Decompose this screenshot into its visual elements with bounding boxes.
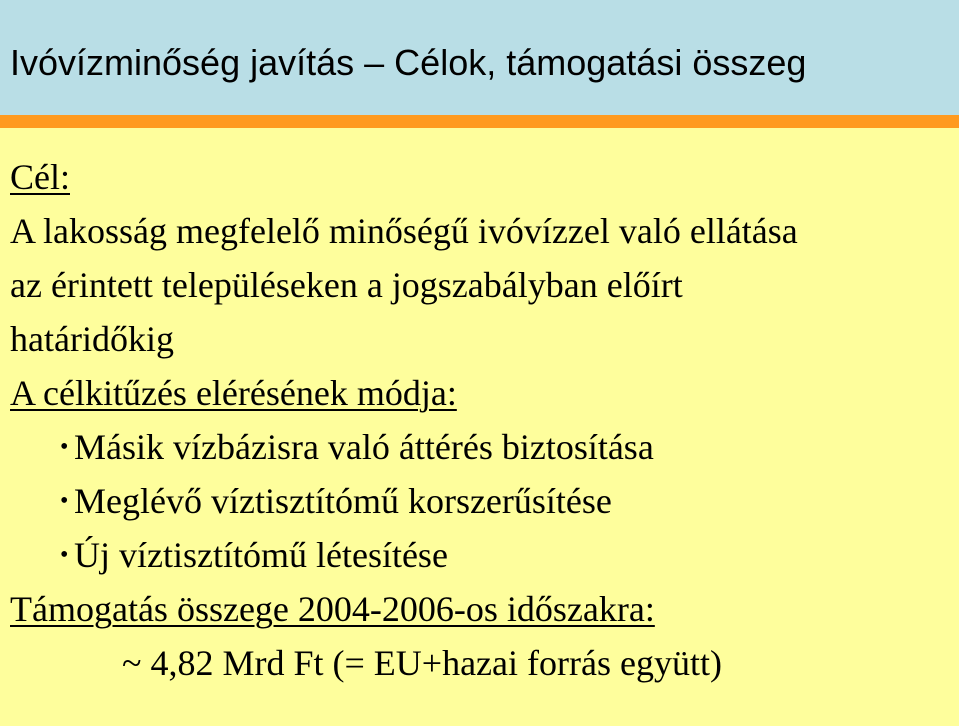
bullet-item	[10, 528, 955, 582]
bullet-text: Meglévő víztisztítómű korszerűsítése	[74, 481, 612, 521]
goal-label: Cél:	[10, 157, 70, 197]
bullet-item	[10, 420, 955, 474]
bullet-text: Új víztisztítómű létesítése	[74, 535, 448, 575]
title-bar	[0, 0, 959, 115]
method-heading	[10, 366, 955, 420]
slide-title: Ivóvízminőség javítás – Célok, támogatási összeg	[10, 42, 807, 83]
bullet-text: Másik vízbázisra való áttérés biztosítása	[74, 427, 654, 467]
bullet-item	[10, 474, 955, 528]
method-label: A célkitűzés elérésének módja:	[10, 373, 457, 413]
goal-heading	[10, 150, 955, 204]
funding-value: ~ 4,82 Mrd Ft (= EU+hazai forrás együtt)	[122, 643, 722, 683]
funding-label: Támogatás összege 2004-2006-os időszakra:	[10, 589, 655, 629]
bullet-icon: •	[60, 488, 69, 514]
goal-line-3: határidőkig	[10, 319, 174, 359]
slide-body	[10, 150, 955, 690]
bullet-icon: •	[60, 542, 69, 568]
goal-line-1: A lakosság megfelelő minőségű ivóvízzel való ellátása	[10, 211, 798, 251]
funding-heading	[10, 582, 955, 636]
goal-line-2: az érintett településeken a jogszabályban előírt	[10, 265, 683, 305]
title-divider	[0, 115, 959, 128]
bullet-icon: •	[60, 434, 69, 460]
